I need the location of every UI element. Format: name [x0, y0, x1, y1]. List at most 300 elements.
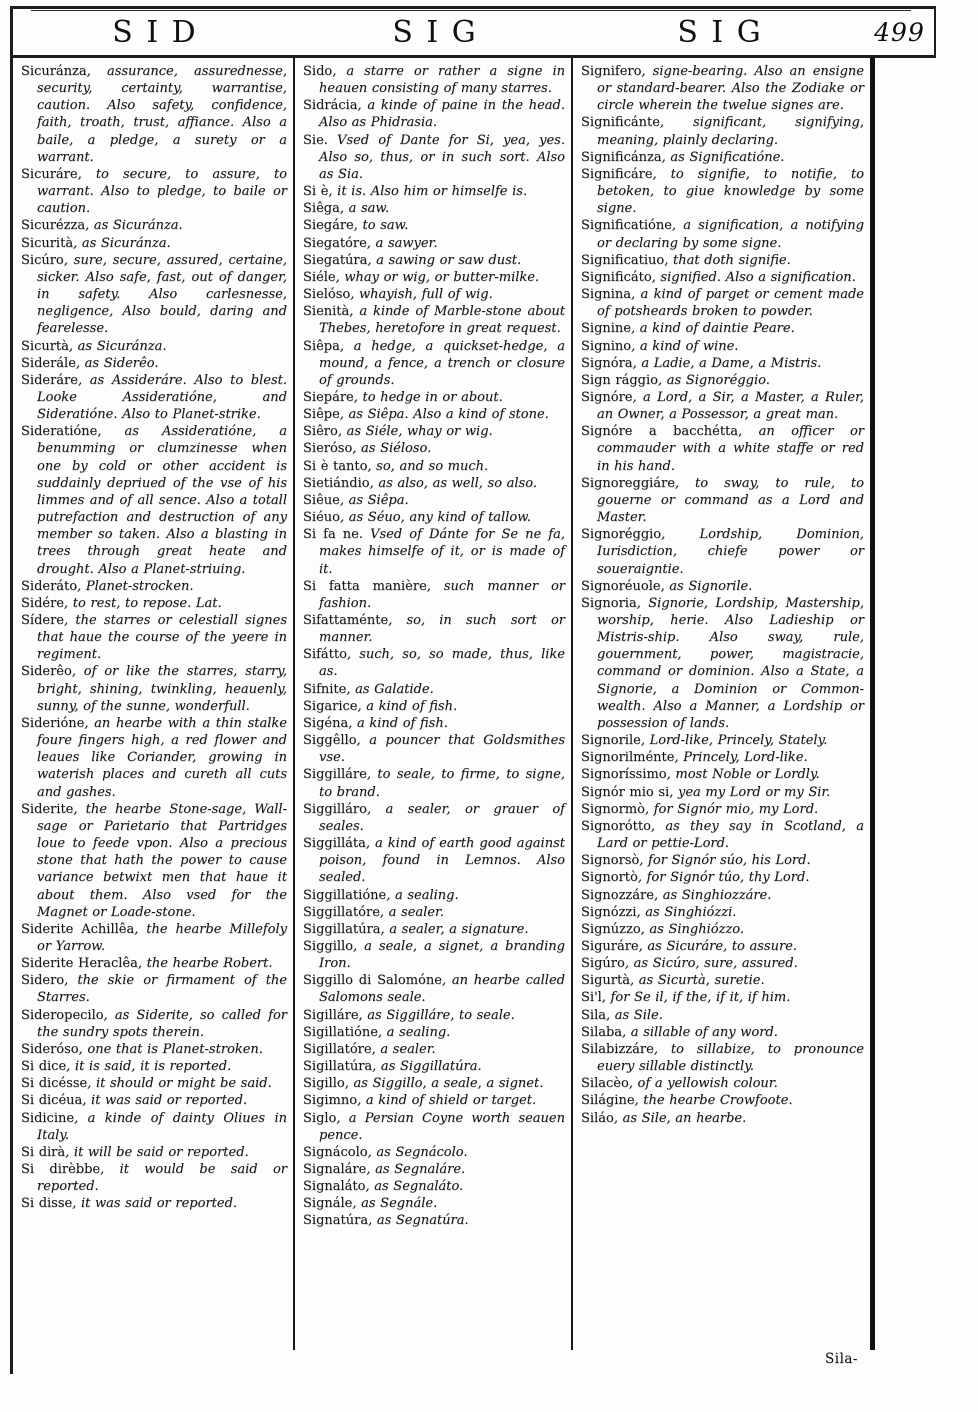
- entry-headword: Sigillo: [303, 1076, 345, 1092]
- entry-headword: Signortò: [581, 870, 638, 886]
- entry-definition: , for Se il, if the, if it, if him.: [601, 990, 791, 1006]
- entry-headword: Sicúro: [21, 252, 64, 268]
- entry-definition: , so, and so much.: [367, 458, 489, 474]
- entry-headword: Siêro: [303, 424, 338, 440]
- dictionary-entry: [21, 578, 287, 595]
- entry-headword: Si è tanto: [303, 458, 368, 474]
- entry-headword: Signorsò: [581, 853, 640, 869]
- entry-definition: , to hedge in or about.: [353, 389, 503, 405]
- entry-headword: Sigurtà: [581, 973, 630, 989]
- dictionary-entry: [581, 869, 864, 886]
- dictionary-entry: [581, 1075, 864, 1092]
- dictionary-entry: [303, 646, 565, 680]
- entry-definition: , as Segnaláre.: [366, 1162, 466, 1177]
- entry-headword: Sieróso: [303, 441, 353, 457]
- dictionary-entry: [303, 423, 565, 440]
- entry-headword: Significáto: [581, 269, 652, 285]
- entry-definition: , so, in such sort or manner.: [319, 613, 565, 646]
- dictionary-entry: [303, 1110, 565, 1144]
- entry-headword: Siggêllo: [303, 733, 357, 749]
- dictionary-entry: [21, 972, 287, 1006]
- dictionary-entry: [303, 578, 565, 612]
- entry-headword: Sila: [581, 1007, 606, 1023]
- dictionary-entry: [581, 269, 864, 286]
- entry-headword: Sigúro: [581, 956, 625, 972]
- entry-definition: , most Noble or Lordly.: [666, 767, 820, 783]
- entry-definition: , as Sile.: [605, 1007, 663, 1023]
- dictionary-entry: [581, 972, 864, 989]
- entry-headword: Siderite: [21, 801, 74, 817]
- entry-headword: Siggillo: [303, 938, 354, 954]
- entry-headword: Signóre a bacchétta: [581, 424, 739, 440]
- entry-definition: , as Siggillatúra.: [372, 1059, 482, 1075]
- dictionary-entry: [303, 1161, 565, 1178]
- entry-definition: , as Siggilláre, to seale.: [358, 1007, 515, 1023]
- entry-definition: , an officer or commauder with a white staffe or red in his hand.: [597, 424, 865, 474]
- entry-headword: Siggilláre: [303, 767, 367, 783]
- entry-headword: Significatióne: [581, 218, 672, 234]
- entry-definition: , it was said or reported.: [72, 1196, 238, 1212]
- dictionary-entry: [581, 904, 864, 921]
- column-2: [295, 58, 573, 1350]
- entry-headword: Sigimno: [303, 1093, 358, 1109]
- entry-definition: , to seale, to firme, to signe, to brand.: [319, 767, 565, 800]
- dictionary-entry: [21, 1007, 287, 1041]
- entry-headword: Si è: [303, 184, 329, 200]
- entry-definition: , a hedge, a quickset-hedge, a mound, a fence, a trench or closure of grounds.: [319, 338, 565, 388]
- dictionary-entry: [303, 1195, 565, 1212]
- entry-definition: , an hearbe with a thin stalke foure fingers high, a red flower and leaues like Coriander, growing in waterish places and cureth all cuts and gashes.: [37, 715, 287, 800]
- dictionary-entry: [21, 217, 287, 234]
- dictionary-entry: [303, 509, 565, 526]
- entry-headword: Silaba: [581, 1024, 623, 1040]
- entry-headword: Sienità: [303, 304, 350, 320]
- entry-headword: Siderite Heraclêa: [21, 956, 138, 972]
- entry-headword: Sigillatúra: [303, 1059, 373, 1075]
- dictionary-entry: [303, 1058, 565, 1075]
- entry-definition: , of or like the starres, starry, bright, shining, twinkling, heauenly, sunny, of the sunne, wonderfull.: [37, 664, 287, 714]
- entry-definition: , sure, secure, assured, certaine, sicker. Also safe, fast, out of danger, in safety. Also carlesnesse, negligence, Also bould, daring and fearelesse.: [37, 252, 287, 337]
- entry-headword: Sideratióne: [21, 424, 98, 440]
- dictionary-entry: [21, 1144, 287, 1161]
- entry-headword: Sietiándio: [303, 475, 370, 491]
- entry-headword: Siderále: [21, 355, 76, 371]
- entry-headword: Signoria: [581, 595, 637, 611]
- entry-definition: , a kind of fish.: [348, 715, 448, 731]
- dictionary-entry: [21, 372, 287, 423]
- entry-headword: Silacèo: [581, 1076, 629, 1092]
- entry-definition: , as Assideráre. Also to blest. Looke Assideratióne, and Sideratióne. Also to Planet-strike.: [37, 372, 287, 423]
- entry-definition: , as Sicuránza.: [73, 235, 171, 251]
- dictionary-entry: [303, 1144, 565, 1161]
- dictionary-entry: [581, 1024, 864, 1041]
- dictionary-entry: [303, 972, 565, 1006]
- entry-definition: , it is. Also him or himselfe is.: [328, 184, 528, 200]
- entry-headword: Siéle: [303, 269, 336, 285]
- dictionary-entry: [581, 595, 864, 732]
- entry-definition: , as Segnácolo.: [367, 1144, 468, 1160]
- entry-headword: Sifnite: [303, 681, 347, 697]
- entry-definition: , of a yellowish colour.: [628, 1076, 778, 1092]
- entry-definition: , to rest, to repose. Lat.: [64, 595, 222, 611]
- entry-headword: Signine: [581, 321, 631, 337]
- entry-headword: Signoréggio: [581, 527, 662, 543]
- entry-definition: , a sealing.: [377, 1024, 451, 1040]
- entry-headword: Sidére: [21, 595, 64, 611]
- dictionary-entry: [303, 766, 565, 800]
- entry-headword: Si fa ne.: [303, 527, 363, 543]
- dictionary-entry: [303, 1212, 565, 1229]
- dictionary-entry: [303, 389, 565, 406]
- dictionary-entry: [581, 389, 864, 423]
- entry-headword: Sidicine: [21, 1110, 75, 1126]
- entry-headword: Significánza: [581, 149, 662, 165]
- entry-definition: , to sway, to rule, to gouerne or command as a Lord and Master.: [597, 475, 864, 526]
- entry-definition: , the hearbe Millefoly or Yarrow.: [37, 921, 288, 954]
- entry-headword: Signór mio si: [581, 784, 670, 800]
- dictionary-entry: [303, 338, 565, 389]
- dictionary-entry: [303, 252, 565, 269]
- dictionary-entry: [303, 612, 565, 646]
- entry-definition: , it should or might be said.: [87, 1076, 272, 1092]
- entry-headword: Sifattaménte: [303, 613, 389, 628]
- entry-definition: , a Lord, a Sir, a Master, a Ruler, an Owner, a Possessor, a great man.: [597, 389, 864, 423]
- entry-headword: Signoríssimo: [581, 767, 667, 783]
- entry-headword: Sideróso: [21, 1041, 79, 1057]
- entry-definition: , a seale, a signet, a branding Iron.: [319, 938, 565, 972]
- entry-headword: Signino: [581, 338, 632, 354]
- dictionary-entry: [581, 372, 864, 389]
- dictionary-entry: [303, 801, 565, 835]
- entry-headword: Siéuo: [303, 510, 340, 526]
- entry-definition: , for Signór súo, his Lord.: [639, 853, 811, 869]
- entry-headword: Sigilláre: [303, 1007, 359, 1023]
- entry-definition: , whay or wig, or butter-milke.: [335, 269, 540, 285]
- entry-definition: , to signifie, to notifie, to betoken, to giue knowledge by some signe.: [597, 166, 864, 217]
- entry-headword: Signorile: [581, 733, 641, 749]
- entry-headword: Si dirèbbe: [21, 1162, 101, 1177]
- entry-definition: , a kind of earth good against poison, found in Lemnos. Also sealed.: [319, 836, 565, 886]
- entry-headword: Silabizzáre: [581, 1041, 654, 1057]
- dictionary-entry: [21, 166, 287, 217]
- entry-definition: , as Siéloso.: [352, 441, 432, 457]
- entry-headword: Si dice: [21, 1059, 67, 1075]
- dictionary-entry: [581, 784, 864, 801]
- entry-definition: , as also, as well, so also.: [369, 475, 537, 491]
- entry-definition: , for Signór túo, thy Lord.: [637, 870, 810, 886]
- entry-headword: Si fatta manière: [303, 578, 427, 594]
- dictionary-entry: [581, 887, 864, 904]
- dictionary-entry: [303, 715, 565, 732]
- dictionary-entry: [21, 63, 287, 166]
- entry-headword: Sídere: [21, 613, 64, 628]
- column-1: [13, 58, 295, 1350]
- dictionary-entry: [581, 475, 864, 526]
- entry-headword: Sicuráre: [21, 166, 78, 182]
- entry-headword: Sign rággio: [581, 372, 658, 388]
- dictionary-entry: [21, 921, 287, 955]
- dictionary-entry: [303, 183, 565, 200]
- entry-definition: , a kinde of Marble-stone about Thebes, heretofore in great request.: [319, 304, 565, 337]
- entry-definition: , a kinde of paine in the head. Also as Phidrasia.: [319, 98, 565, 131]
- entry-headword: Si dirà: [21, 1144, 66, 1160]
- dictionary-entry: [581, 578, 864, 595]
- dictionary-entry: [581, 766, 864, 783]
- entry-definition: , a sillable of any word.: [622, 1024, 778, 1040]
- dictionary-entry: [581, 921, 864, 938]
- entry-headword: Siláo: [581, 1110, 614, 1126]
- entry-headword: Signoreggiáre: [581, 475, 675, 491]
- entry-definition: , a signification, a notifying or declaring by some signe.: [597, 218, 864, 251]
- entry-definition: , significant, signifying, meaning, plainly declaring.: [597, 115, 864, 148]
- entry-headword: Signále: [303, 1196, 353, 1212]
- entry-definition: , as Signoréggio.: [657, 372, 770, 388]
- entry-definition: , as Sicuráre, to assure.: [638, 938, 798, 954]
- entry-headword: Signatúra: [303, 1213, 369, 1229]
- dictionary-entry: [21, 663, 287, 714]
- entry-definition: , as Galatide.: [346, 681, 434, 697]
- dictionary-entry: [21, 235, 287, 252]
- dictionary-entry: [581, 114, 864, 148]
- entry-definition: , as Siéle, whay or wig.: [337, 424, 493, 440]
- entry-definition: , as Singhiózzi.: [636, 904, 737, 920]
- entry-headword: Signormò: [581, 801, 645, 817]
- dictionary-entry: [303, 835, 565, 886]
- entry-headword: Signózzi: [581, 904, 637, 920]
- dictionary-entry: [581, 423, 864, 474]
- entry-headword: Siggillatóre: [303, 904, 380, 920]
- dictionary-entry: [581, 1007, 864, 1024]
- entry-headword: Sie.: [303, 132, 328, 148]
- entry-definition: , the hearbe Stone-sage, Wall-sage or Parietario that Partridges loue to feede vpon. Also a precious stone that hath the power to cause variance betwixt men that haue it about them. Also vsed for the Magnet or Loade-stone.: [37, 801, 287, 920]
- entry-definition: , Lord-like, Princely, Stately.: [640, 733, 828, 749]
- running-head-sig-2: SIG: [677, 14, 775, 50]
- dictionary-entry: [581, 955, 864, 972]
- entry-headword: Siêue: [303, 492, 340, 508]
- entry-definition: , for Signór mio, my Lord.: [644, 801, 819, 817]
- entry-headword: Sideráre: [21, 372, 78, 388]
- entry-definition: Vsed of Dánte for Se ne fa, makes himselfe of it, or is made of it.: [319, 527, 565, 577]
- dictionary-entry: [303, 681, 565, 698]
- entry-definition: , a sealer.: [379, 904, 444, 920]
- entry-headword: Siderite Achillêa: [21, 921, 135, 937]
- entry-headword: Siêga: [303, 201, 340, 217]
- entry-headword: Sicurtà: [21, 338, 69, 354]
- entry-definition: , as Sicuránza.: [85, 218, 183, 234]
- entry-headword: Siegáre: [303, 218, 354, 234]
- dictionary-entry: [581, 852, 864, 869]
- entry-definition: , as Sile, an hearbe.: [613, 1110, 747, 1126]
- dictionary-entry: [581, 526, 864, 577]
- entry-headword: Signúzzo: [581, 921, 641, 937]
- dictionary-entry: [21, 1075, 287, 1092]
- entry-definition: , as Sicuránza.: [68, 338, 167, 354]
- entry-headword: Sifátto: [303, 647, 347, 663]
- entry-definition: , one that is Planet-stroken.: [78, 1041, 263, 1057]
- entry-headword: Signorilménte: [581, 750, 675, 766]
- entry-definition: , a kind of fish.: [357, 698, 458, 714]
- dictionary-entry: [303, 1178, 565, 1195]
- page-frame: [10, 6, 936, 1374]
- dictionary-entry: [581, 801, 864, 818]
- dictionary-entry: [303, 1041, 565, 1058]
- dictionary-entry: [21, 1110, 287, 1144]
- entry-headword: Signozzáre: [581, 887, 654, 903]
- entry-headword: Siggillatúra: [303, 921, 381, 937]
- entry-headword: Sigéna: [303, 715, 349, 731]
- dictionary-entry: [21, 595, 287, 612]
- entry-definition: , as Assideratióne, a benumming or clumzinesse when one by cold or other accident is suddainly depriued of the vse of his limmes and of all sence. Also a totall putrefaction and destruction of any member so taken. Also a blasting in trees through great heate and drought. Also a Planet-striuing.: [37, 424, 287, 577]
- entry-headword: Siggillatióne: [303, 887, 387, 903]
- entry-headword: Signácolo: [303, 1144, 368, 1160]
- entry-definition: , a sawyer.: [366, 235, 438, 251]
- dictionary-entry: [21, 1161, 287, 1195]
- entry-definition: , the hearbe Robert.: [137, 956, 273, 972]
- entry-headword: Sideráto: [21, 578, 78, 594]
- entry-definition: , as Siêpa.: [339, 492, 409, 508]
- dictionary-entry: [303, 97, 565, 131]
- entry-headword: Si disse: [21, 1196, 73, 1212]
- entry-headword: Silágine: [581, 1093, 635, 1109]
- entry-headword: Significatiuo: [581, 252, 665, 268]
- entry-definition: , Signorie, Lordship, Mastership, worship, herie. Also Ladieship or Mistris-ship. Also sway, rule, gouernment, power, magistracie, command or dominion. Also a State, a Signorie, a Dominion or Common-wealth. Also a Manner, a Lordship or possession of lands.: [597, 595, 864, 731]
- entry-definition: , a kinde of dainty Oliues in Italy.: [37, 1110, 287, 1143]
- dictionary-entry: [303, 1092, 565, 1109]
- entry-headword: Sicurità: [21, 235, 74, 251]
- entry-definition: , assurance, assurednesse, security, certainty, warrantise, caution. Also safety, confidence, faith, troath, trust, affiance. Also a baile, a pledge, a surety or a warrant.: [37, 64, 287, 165]
- entry-definition: , as Singhiozzáre.: [653, 887, 772, 903]
- entry-headword: Siderêo: [21, 664, 72, 680]
- dictionary-entry: [21, 355, 287, 372]
- entry-definition: , the starres or celestiall signes that haue the course of the yeere in regiment.: [37, 613, 287, 663]
- dictionary-entry: [303, 492, 565, 509]
- entry-definition: , the hearbe Crowfoote.: [634, 1093, 793, 1109]
- entry-definition: , whayish, full of wig.: [350, 287, 493, 303]
- entry-definition: , signe-bearing. Also an ensigne or standard-bearer. Also the Zodiake or circle wherein the twelue signes are.: [597, 64, 864, 114]
- dictionary-entry: [21, 423, 287, 577]
- dictionary-entry: [581, 1110, 864, 1127]
- entry-headword: Si dicéua: [21, 1093, 83, 1109]
- entry-definition: , it was said or reported.: [82, 1093, 248, 1109]
- dictionary-entry: [303, 887, 565, 904]
- dictionary-entry: [303, 235, 565, 252]
- entry-headword: Sidero: [21, 973, 65, 989]
- column-3: [573, 58, 870, 1350]
- entry-definition: , Princely, Lord-like.: [674, 750, 808, 766]
- entry-headword: Signorótto: [581, 818, 651, 834]
- entry-headword: Siepáre: [303, 389, 354, 405]
- entry-headword: Sicuránza: [21, 64, 87, 79]
- entry-definition: , signified. Also a signification.: [651, 269, 856, 285]
- dictionary-entry: [303, 303, 565, 337]
- dictionary-entry: [303, 1024, 565, 1041]
- entry-definition: , a kind of parget or cement made of potsheards broken to powder.: [597, 287, 864, 320]
- entry-definition: , to secure, to assure, to warrant. Also to pledge, to baile or caution.: [37, 166, 287, 217]
- dictionary-entry: [303, 458, 565, 475]
- entry-headword: Signoréuole: [581, 578, 661, 594]
- entry-definition: , as Sicúro, sure, assured.: [624, 956, 798, 972]
- dictionary-entry: [21, 801, 287, 921]
- dictionary-entry: [303, 904, 565, 921]
- entry-definition: , to saw.: [353, 218, 409, 234]
- entry-definition: , as Significatióne.: [661, 149, 785, 165]
- dictionary-entry: [21, 1092, 287, 1109]
- entry-definition: , a sealing.: [386, 887, 459, 903]
- entry-headword: Siêpe: [303, 407, 340, 423]
- entry-headword: Sigarice: [303, 698, 358, 714]
- entry-definition: , such, so, so made, thus, like as.: [319, 647, 565, 680]
- dictionary-entry: [21, 1058, 287, 1075]
- entry-headword: Si dicésse: [21, 1076, 88, 1092]
- dictionary-entry: [581, 818, 864, 852]
- text-columns: [13, 58, 875, 1350]
- entry-definition: , a kind of wine.: [631, 338, 739, 354]
- entry-definition: , as Siderite, so called for the sundry spots therein.: [37, 1007, 287, 1040]
- entry-definition: , a starre or rather a signe in heauen consisting of many starres.: [319, 64, 565, 97]
- entry-headword: Significánte: [581, 115, 660, 131]
- entry-definition: , as Siderêo.: [75, 355, 159, 371]
- entry-definition: , a pouncer that Goldsmithes vse.: [319, 733, 565, 766]
- entry-headword: Si'l: [581, 990, 602, 1006]
- entry-headword: Siggilláta: [303, 836, 366, 852]
- entry-definition: , an hearbe called Salomons seale.: [319, 973, 565, 1006]
- dictionary-entry: [303, 406, 565, 423]
- entry-definition: , a Ladie, a Dame, a Mistris.: [632, 355, 822, 371]
- entry-definition: , Lordship, Dominion, Iurisdiction, chiefe power or soueraigntie.: [597, 527, 864, 577]
- entry-definition: , a sealer.: [371, 1041, 436, 1057]
- dictionary-entry: [581, 338, 864, 355]
- dictionary-entry: [21, 955, 287, 972]
- entry-headword: Sielóso: [303, 287, 351, 303]
- entry-headword: Sidrácia: [303, 98, 358, 114]
- dictionary-entry: [303, 921, 565, 938]
- entry-definition: , a saw.: [339, 201, 390, 217]
- dictionary-entry: [303, 1075, 565, 1092]
- entry-definition: , yea my Lord or my Sir.: [669, 784, 831, 800]
- dictionary-entry: [581, 938, 864, 955]
- entry-definition: , it is said, it is reported.: [66, 1059, 232, 1075]
- running-head-sid: SID: [112, 14, 210, 50]
- entry-definition: , as Segnaláto.: [365, 1179, 464, 1195]
- top-rule: [31, 10, 911, 11]
- dictionary-entry: [303, 217, 565, 234]
- dictionary-entry: [581, 1092, 864, 1109]
- entry-headword: Signifero: [581, 64, 642, 79]
- entry-definition: , a kind of shield or target.: [357, 1093, 537, 1109]
- entry-definition: , the skie or firmament of the Starres.: [37, 973, 287, 1006]
- entry-headword: Signóra: [581, 355, 633, 371]
- dictionary-entry: [581, 320, 864, 337]
- dictionary-entry: [303, 286, 565, 303]
- entry-headword: Signaláre: [303, 1162, 367, 1177]
- dictionary-entry: [303, 269, 565, 286]
- entry-definition: , it will be said or reported.: [65, 1144, 249, 1160]
- entry-definition: , such manner or fashion.: [319, 578, 565, 611]
- dictionary-entry: [303, 132, 565, 183]
- entry-definition: , a sawing or saw dust.: [367, 252, 522, 268]
- entry-definition: , a Persian Coyne worth seauen pence.: [319, 1110, 565, 1143]
- dictionary-entry: [581, 989, 864, 1006]
- dictionary-entry: [21, 1195, 287, 1212]
- running-header: [13, 9, 936, 58]
- entry-headword: Siggillo di Salomóne: [303, 973, 442, 989]
- catchword: Sila-: [825, 1351, 858, 1367]
- page-number: 499: [874, 17, 925, 47]
- dictionary-entry: [21, 715, 287, 801]
- entry-definition: , a sealer, or grauer of seales.: [319, 801, 565, 834]
- dictionary-entry: [303, 63, 565, 97]
- dictionary-entry: [581, 355, 864, 372]
